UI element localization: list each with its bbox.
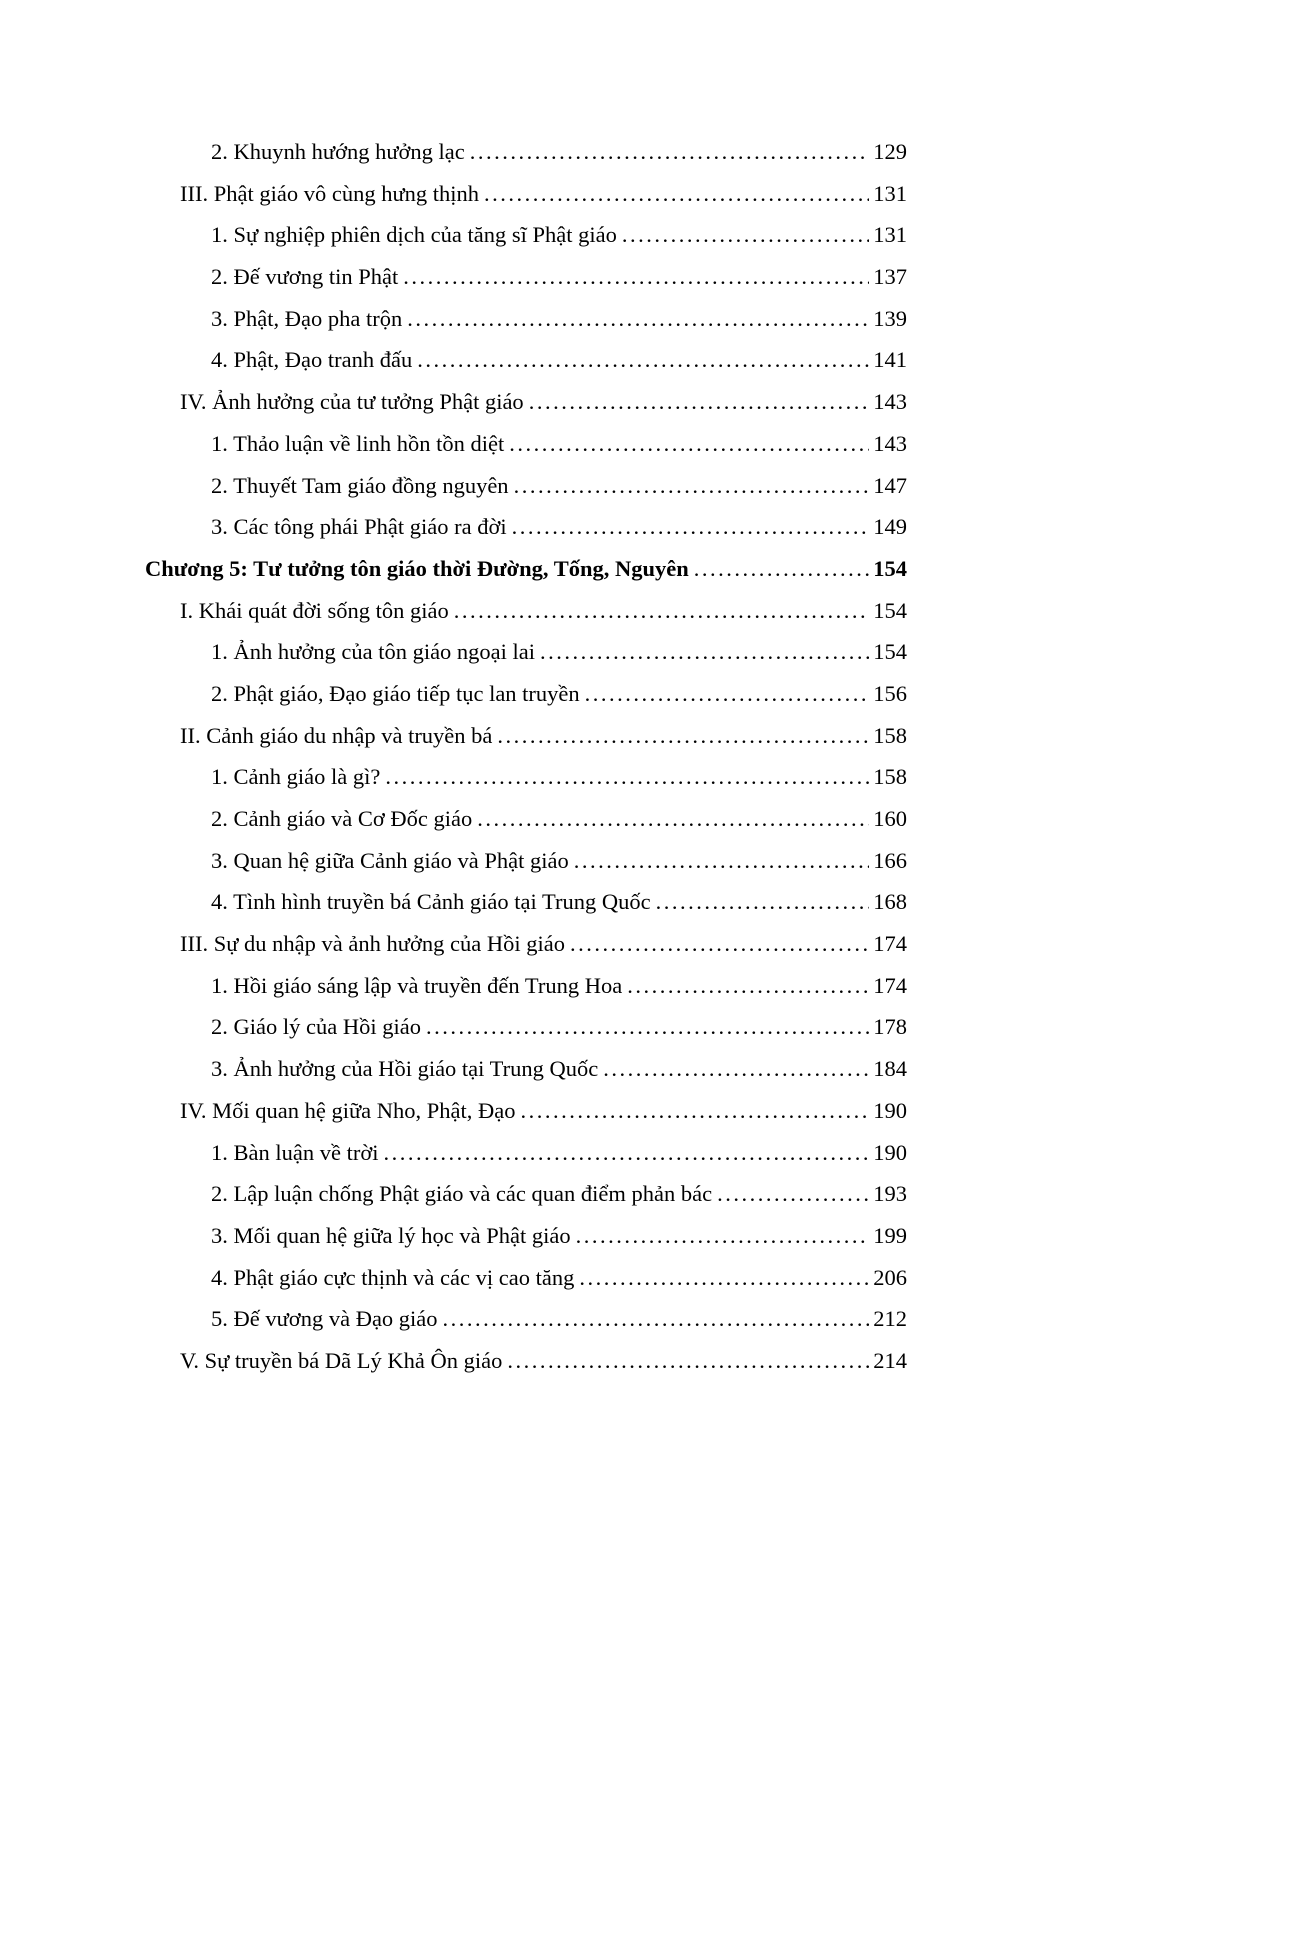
toc-entry [145,1132,907,1174]
toc-entry-page: 143 [873,389,907,415]
table-of-contents [145,131,907,1382]
toc-entry-label: 1. Sự nghiệp phiên dịch của tăng sĩ Phật giáo [211,222,617,248]
toc-entry-label: 4. Phật giáo cực thịnh và các vị cao tăng [211,1264,575,1290]
dot-leader [454,590,870,632]
toc-entry-label: 3. Phật, Đạo pha trộn [211,305,403,331]
toc-entry-label: 2. Thuyết Tam giáo đồng nguyên [211,472,509,498]
toc-entry-label: III. Phật giáo vô cùng hưng thịnh [180,180,480,206]
dot-leader [497,715,869,757]
toc-entry-label: 3. Ảnh hưởng của Hồi giáo tại Trung Quốc [211,1056,599,1082]
toc-entry-page: 166 [873,847,907,873]
toc-entry [145,965,907,1007]
toc-entry-label: IV. Mối quan hệ giữa Nho, Phật, Đạo [180,1097,516,1123]
toc-entry-page: 212 [873,1306,907,1332]
dot-leader [443,1298,870,1340]
toc-entry [145,339,907,381]
dot-leader [656,881,870,923]
toc-entry [145,1257,907,1299]
dot-leader [579,1257,869,1299]
toc-entry [145,590,907,632]
toc-entry-page: 156 [873,680,907,706]
toc-entry-label: 2. Lập luận chống Phật giáo và các quan điểm phản bác [211,1181,713,1207]
toc-entry-page: 158 [873,764,907,790]
toc-entry-page: 141 [873,347,907,373]
toc-entry-page: 158 [873,722,907,748]
toc-entry [145,923,907,965]
toc-entry-label: 2. Phật giáo, Đạo giáo tiếp tục lan truyền [211,680,580,706]
toc-entry-page: 190 [873,1097,907,1123]
toc-entry [145,1173,907,1215]
toc-entry-label: 2. Đế vương tin Phật [211,264,399,290]
toc-entry [145,1215,907,1257]
dot-leader [529,381,870,423]
dot-leader [585,673,870,715]
dot-leader [507,1340,869,1382]
toc-entry-label: IV. Ảnh hưởng của tư tưởng Phật giáo [180,389,524,415]
toc-entry-page: 168 [873,889,907,915]
toc-entry-label: 2. Cảnh giáo và Cơ Đốc giáo [211,806,473,831]
toc-entry-label: 1. Cảnh giáo là gì? [211,764,381,790]
dot-leader [509,423,869,465]
toc-entry-page: 193 [873,1181,907,1207]
toc-entry-page: 184 [873,1056,907,1082]
dot-leader [385,756,869,798]
toc-entry [145,381,907,423]
toc-entry [145,256,907,298]
toc-entry-label: 4. Phật, Đạo tranh đấu [211,347,413,373]
dot-leader [407,298,869,340]
toc-entry [145,548,907,590]
toc-entry [145,1006,907,1048]
toc-entry-page: 131 [873,180,907,206]
toc-entry-page: 139 [873,305,907,331]
toc-entry [145,1090,907,1132]
dot-leader [627,965,869,1007]
toc-entry-label: 1. Bàn luận về trời [211,1139,379,1165]
toc-entry-label: 3. Quan hệ giữa Cảnh giáo và Phật giáo [211,847,569,873]
dot-leader [512,506,870,548]
toc-entry [145,1048,907,1090]
toc-entry-page: 174 [873,972,907,998]
toc-entry-label: 2. Giáo lý của Hồi giáo [211,1014,421,1040]
toc-entry-page: 143 [873,430,907,456]
toc-entry [145,673,907,715]
dot-leader [477,798,869,840]
dot-leader [403,256,869,298]
toc-entry [145,756,907,798]
dot-leader [717,1173,869,1215]
toc-entry-label: I. Khái quát đời sống tôn giáo [180,597,449,623]
toc-entry-page: 190 [873,1139,907,1165]
dot-leader [384,1132,870,1174]
dot-leader [484,173,869,215]
toc-entry [145,840,907,882]
toc-entry [145,298,907,340]
dot-leader [576,1215,870,1257]
toc-entry-label: 4. Tình hình truyền bá Cảnh giáo tại Trung Quốc [211,889,651,915]
toc-entry-page: 199 [873,1222,907,1248]
toc-entry-page: 154 [873,555,907,581]
dot-leader [603,1048,869,1090]
dot-leader [426,1006,869,1048]
toc-entry-label: 1. Ảnh hưởng của tôn giáo ngoại lai [211,639,536,665]
dot-leader [521,1090,870,1132]
toc-entry-page: 160 [873,806,907,831]
toc-entry [145,131,907,173]
dot-leader [694,548,870,590]
toc-entry-label: V. Sự truyền bá Dã Lý Khả Ôn giáo [180,1347,503,1373]
toc-entry-page: 147 [873,472,907,498]
toc-entry [145,715,907,757]
toc-entry [145,465,907,507]
toc-entry-label: 5. Đế vương và Đạo giáo [211,1306,438,1332]
dot-leader [417,339,869,381]
toc-entry-page: 206 [873,1264,907,1290]
toc-entry-page: 174 [873,931,907,957]
toc-entry-page: 178 [873,1014,907,1040]
toc-entry-label: Chương 5: Tư tưởng tôn giáo thời Đường, Tống, Nguyên [145,555,689,581]
toc-entry-label: 3. Mối quan hệ giữa lý học và Phật giáo [211,1222,571,1248]
toc-entry [145,631,907,673]
toc-entry-page: 214 [873,1347,907,1373]
toc-entry-page: 137 [873,264,907,290]
toc-entry-label: 1. Thảo luận về linh hồn tồn diệt [211,430,505,456]
dot-leader [514,465,870,507]
toc-entry-label: 3. Các tông phái Phật giáo ra đời [211,514,507,540]
dot-leader [622,214,869,256]
toc-entry-page: 154 [873,597,907,623]
toc-entry-page: 129 [873,139,907,164]
toc-entry-label: II. Cảnh giáo du nhập và truyền bá [180,722,493,748]
dot-leader [470,131,869,173]
toc-entry-page: 149 [873,514,907,540]
toc-entry-label: 2. Khuynh hướng hưởng lạc [211,139,465,164]
toc-entry [145,1298,907,1340]
toc-entry-page: 154 [873,639,907,665]
toc-entry [145,423,907,465]
toc-entry [145,173,907,215]
dot-leader [574,840,870,882]
dot-leader [570,923,869,965]
toc-entry-label: 1. Hồi giáo sáng lập và truyền đến Trung Hoa [211,972,623,998]
toc-entry [145,1340,907,1382]
toc-entry-label: III. Sự du nhập và ảnh hưởng của Hồi giáo [180,931,565,957]
toc-entry-page: 131 [873,222,907,248]
dot-leader [540,631,869,673]
toc-entry [145,798,907,840]
toc-entry [145,214,907,256]
toc-entry [145,506,907,548]
toc-entry [145,881,907,923]
